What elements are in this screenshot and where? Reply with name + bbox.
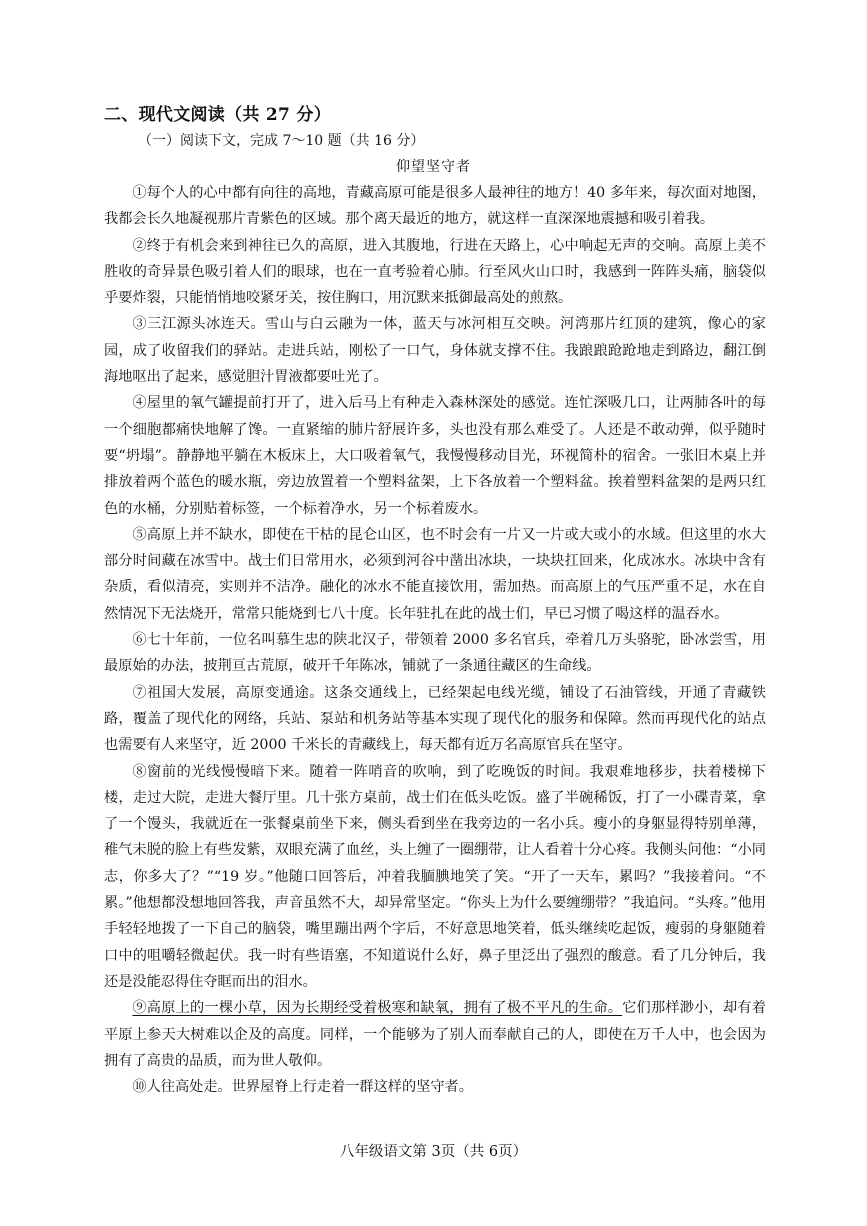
paragraph-8: ⑧窗前的光线慢慢暗下来。随着一阵哨音的吹响，到了吃晚饭的时间。我艰难地移步，扶着楼梯下楼，走过大院，走进大餐厅里。几十张方桌前，战士们在低头吃饭。盛了半碗稀饭，打了一小碟青菜，拿了一个馒头，我就近在一张餐桌前坐下来，侧头看到坐在我旁边的一名小兵。瘦小的身躯显得特别单薄，稚气未脱的脸上有些发紫，双眼充满了血丝，头上缠了一圈绷带，让人看着十分心疼。我侧头问他：“小同志，你多大了？”“19 岁。”他随口回答后，冲着我腼腆地笑了笑。“开了一天车，累吗？”我接着问。“不累。”他想都没想地回答我，声音虽然不大，却异常坚定。“你头上为什么要缠绷带？”我追问。“头疼。”他用手轻轻地拨了一下自己的脑袋，嘴里蹦出两个字后，不好意思地笑着，低头继续吃起饭，瘦弱的身躯随着口中的咀嚼轻微起伏。我一时有些语塞，不知道说什么好，鼻子里泛出了强烈的酸意。看了几分钟后，我还是没能忍得住夺眶而出的泪水。 — [104, 763, 766, 990]
article-body — [104, 180, 766, 1100]
paragraph-1: ①每个人的心中都有向往的高地，青藏高原可能是很多人最神往的地方！40 多年来，每次面对地图，我都会长久地凝视那片青紫色的区域。那个离天最近的地方，就这样一直深深地震撼和吸引着我。 — [104, 185, 766, 228]
page-footer: 八年级语文第 3页（共 6页） — [339, 1144, 528, 1160]
paragraph-10: ⑩人往高处走。世界屋脊上行走着一群这样的坚守者。 — [132, 1079, 473, 1096]
article-title: 仰望坚守者 — [396, 159, 471, 175]
paragraph-9-rest: 它们那样渺小，却有着平原上参天大树难以企及的高度。同样，一个能够为了别人而奉献自己的人，即使在万千人中，也会因为拥有了高贵的品质，而为世人敬仰。 — [104, 1000, 766, 1069]
subsection-title: （一）阅读下文，完成 7～10 题（共 16 分） — [138, 133, 425, 149]
paragraph-4: ④屋里的氧气罐提前打开了，进入后马上有种走入森林深处的感觉。连忙深吸几口，让两肺各叶的每一个细胞都痛快地解了馋。一直紧缩的肺片舒展许多，头也没有那么难受了。人还是不敢动弹，似乎随时要“坍塌”。静静地平躺在木板床上，大口吸着氧气，我慢慢移动目光，环视简朴的宿舍。一张旧木桌上并排放着两个蓝色的暖水瓶，旁边放置着一个塑料盆架，上下各放着一个塑料盆。挨着塑料盆架的是两只红色的水桶，分别贴着标签，一个标着净水，另一个标着废水。 — [104, 395, 766, 517]
paragraph-7: ⑦祖国大发展，高原变通途。这条交通线上，已经架起电线光缆，铺设了石油管线，开通了青藏铁路，覆盖了现代化的网络，兵站、泵站和机务站等基本实现了现代化的服务和保障。然而再现代化的站点也需要有人来坚守，近 2000 千米长的青藏线上，每天都有近万名高原官兵在坚守。 — [104, 684, 766, 754]
underlined-sentence: ⑨高原上的一棵小草，因为长期经受着极寒和缺氧，拥有了极不平凡的生命。 — [132, 1000, 623, 1017]
paragraph-6: ⑥七十年前，一位名叫慕生忠的陕北汉子，带领着 2000 多名官兵，牵着几万头骆驼，卧冰尝雪，用最原始的办法，披荆亘古荒原，破开千年陈冰，铺就了一条通往藏区的生命线。 — [104, 632, 766, 675]
paragraph-9 — [104, 995, 766, 1074]
section-title: 二、现代文阅读（共 27 分） — [104, 105, 331, 125]
paragraph-3: ③三江源头冰连天。雪山与白云融为一体，蓝天与冰河相互交映。河湾那片红顶的建筑，像心的家园，成了收留我们的驿站。走进兵站，刚松了一口气，身体就支撑不住。我踉踉跄跄地走到路边，翻江倒海地呕出了起来，感觉胆汁胃液都要吐光了。 — [104, 316, 766, 386]
paragraph-2: ②终于有机会来到神往已久的高原，进入其腹地，行进在天路上，心中响起无声的交响。高原上美不胜收的奇异景色吸引着人们的眼球，也在一直考验着心肺。行至风火山口时，我感到一阵阵头痛，脑袋似乎要炸裂，只能悄悄地咬紧牙关，按住胸口，用沉默来抵御最高处的煎熬。 — [104, 237, 766, 307]
paragraph-5: ⑤高原上并不缺水，即使在干枯的昆仑山区，也不时会有一片又一片或大或小的水域。但这里的水大部分时间藏在冰雪中。战士们日常用水，必须到河谷中凿出冰块，一块块扛回来，化成冰水。冰块中含有杂质，看似清亮，实则并不洁净。融化的冰水不能直接饮用，需加热。而高原上的气压严重不足，水在自然情况下无法烧开，常常只能烧到七八十度。长年驻扎在此的战士们，早已习惯了喝这样的温吞水。 — [104, 526, 766, 622]
